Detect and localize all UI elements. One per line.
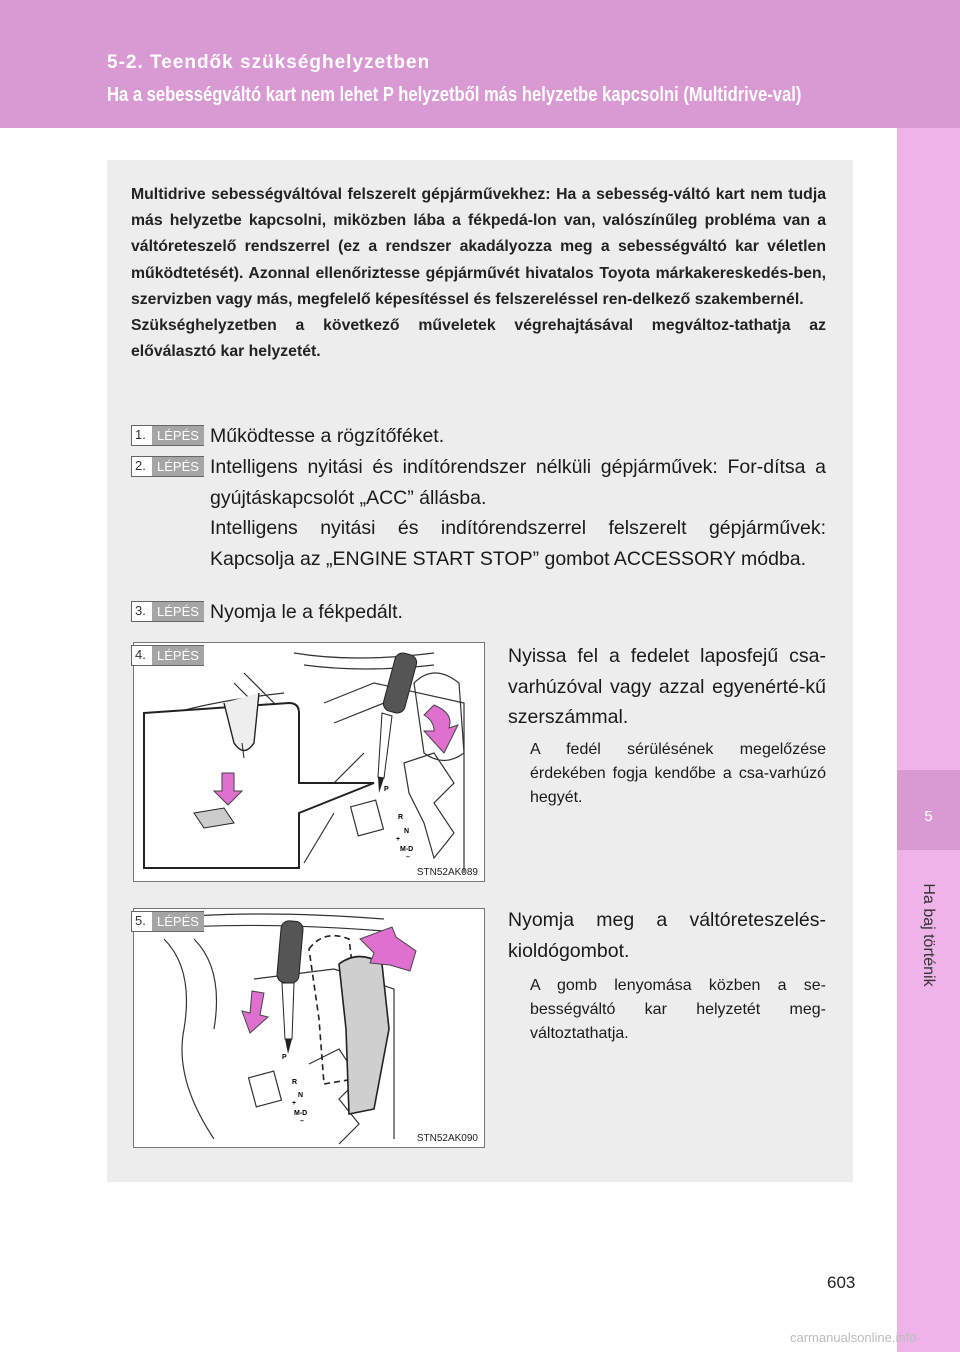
gear-label-n: N [298, 1092, 304, 1099]
gear-label-minus: – [300, 1118, 304, 1125]
step-number: 4. [135, 647, 146, 662]
step-1-text: Működtesse a rögzítőféket. [210, 425, 445, 447]
gear-label-md: M-D [294, 1110, 308, 1117]
gear-label-p: P [282, 1054, 287, 1061]
step-badge-4 [131, 645, 204, 666]
gear-label-md: M-D [400, 846, 414, 853]
screwdriver [378, 651, 418, 793]
gear-label-r: R [292, 1079, 298, 1086]
arrow-down-icon [242, 991, 268, 1033]
step-badge-1 [131, 425, 204, 446]
page-number: 603 [827, 1273, 856, 1292]
chapter-number: 5 [924, 808, 933, 825]
shift-release-illustration [134, 909, 485, 1148]
chapter-label: Ha baj történik [920, 883, 937, 987]
intro-paragraph: Szükséghelyzetben a következő műveletek végrehajtásával megváltoz-tathatja az előválasztó kar helyzetét. [131, 317, 826, 361]
step-4-note: A fedél sérülésének megelőzése érdekében fogja kendőbe a csa-varhúzó hegyét. [530, 741, 826, 807]
step-word: LÉPÉS [152, 602, 204, 621]
step-5-illustration [133, 908, 485, 1148]
step-number: 1. [135, 427, 146, 442]
gear-label-plus: + [396, 836, 401, 843]
page-title: Ha a sebességváltó kart nem lehet P helyzetből más helyzetbe kapcsolni (Multidrive-val) [107, 84, 802, 106]
image-code: STN52AK089 [416, 867, 478, 878]
screwdriver [276, 920, 303, 1054]
intro-text [131, 182, 826, 365]
shift-lever [339, 957, 389, 1115]
step-badge-3 [131, 601, 204, 622]
step-5-text: Nyomja meg a váltóreteszelés-kioldógombot. [508, 909, 826, 962]
step-word: LÉPÉS [152, 646, 204, 665]
shift-lever-cover-illustration [134, 643, 485, 882]
step-badge-5 [131, 911, 204, 932]
gear-label-p: P [384, 786, 389, 793]
gear-label-r: R [398, 814, 404, 821]
chapter-tab-bar [897, 128, 960, 1352]
step-word: LÉPÉS [152, 426, 204, 445]
step-4-illustration [133, 642, 485, 882]
step-2-text-alt: Intelligens nyitási és indítórendszerrel felszerelt gépjárművek: Kapcsolja az „ENGINE START STOP” gombot ACCESSORY módba. [210, 517, 826, 570]
watermark: carmanualsonline.info [790, 1330, 917, 1345]
gear-label-minus: – [406, 854, 410, 861]
step-3-text: Nyomja le a fékpedált. [210, 601, 403, 623]
step-5-note: A gomb lenyomása közben a se-bességváltó kar helyzetét meg-változtathatja. [530, 977, 826, 1043]
detail-callout [144, 703, 374, 868]
page-header [0, 0, 960, 128]
intro-paragraph: Multidrive sebességváltóval felszerelt gépjárművekhez: Ha a sebesség-váltó kart nem tudja más helyzetbe kapcsolni, miközben lába a fékpedá-lon van, valószínűleg probléma van a váltóreteszelő rendszerrel (ez a rendszer akadályozza meg a sebességváltó kar véletlen működtetését). Azonnal ellenőriztesse gépjárművét hivatalos Toyota márkakereskedés-ben, szervizben vagy más, megfelelő képesítéssel és felszereléssel ren-delkező szakembernél. [131, 186, 826, 308]
image-code: STN52AK090 [416, 1133, 478, 1144]
step-number: 3. [135, 603, 146, 618]
step-word: LÉPÉS [152, 457, 204, 476]
step-number: 2. [135, 458, 146, 473]
step-4-text: Nyissa fel a fedelet laposfejű csa-varhúzóval vagy azzal egyenérté-kű szerszámmal. [508, 645, 826, 728]
gear-label-plus: + [292, 1100, 297, 1107]
step-word: LÉPÉS [152, 912, 204, 931]
section-title: 5-2. Teendők szükséghelyzetben [107, 52, 431, 73]
arrow-icon [424, 705, 458, 753]
step-badge-2 [131, 456, 204, 477]
step-number: 5. [135, 913, 146, 928]
step-2-text: Intelligens nyitási és indítórendszer nélküli gépjárművek: For-dítsa a gyújtáskapcsolót „ACC” állásba. [210, 456, 826, 509]
gear-label-n: N [404, 828, 410, 835]
